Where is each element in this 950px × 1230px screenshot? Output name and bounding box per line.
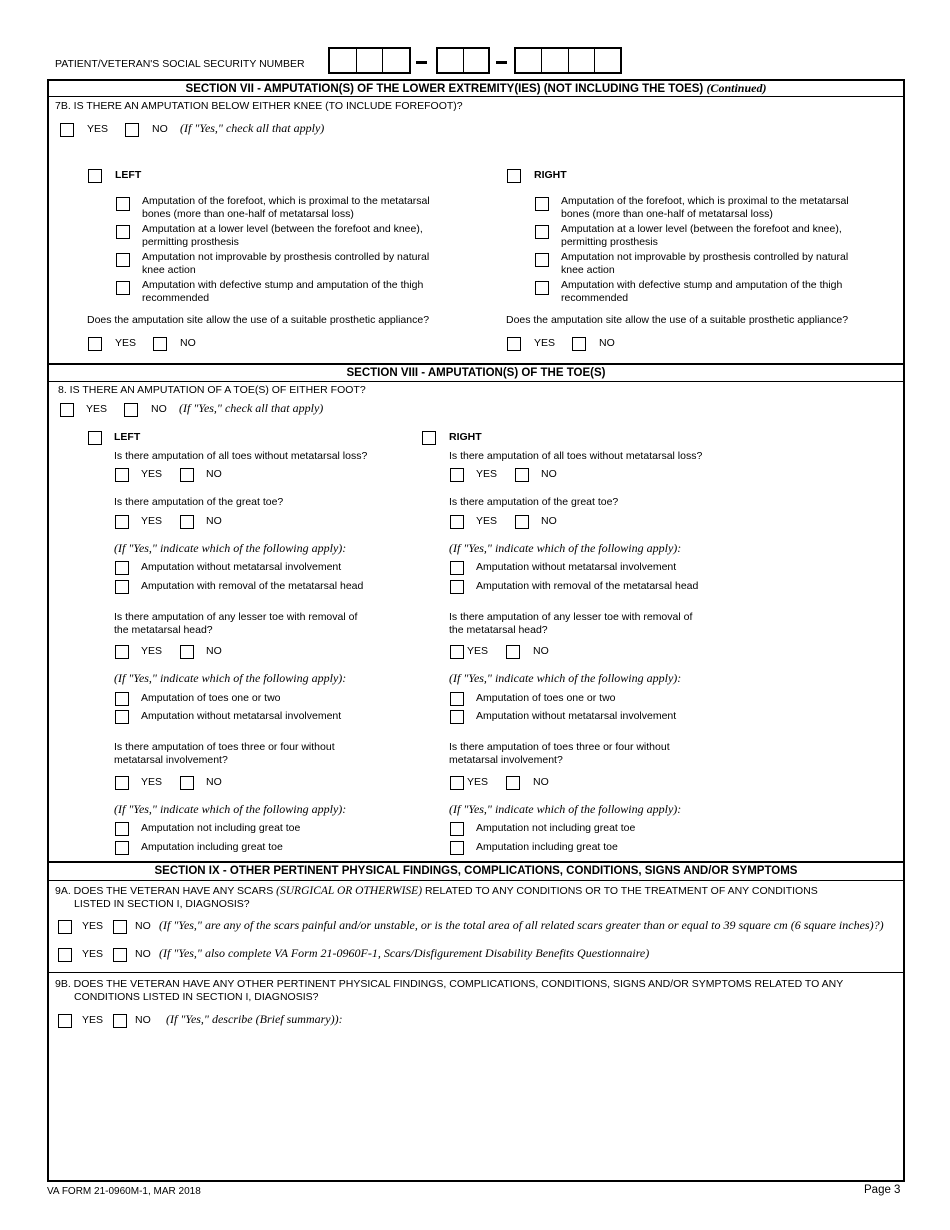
indicate-instruction: (If "Yes," indicate which of the following apply):	[449, 671, 682, 685]
indicate-instruction: (If "Yes," indicate which of the following apply):	[114, 671, 347, 685]
q8-left-label: LEFT	[114, 431, 141, 443]
q8-right-all-toes-no-checkbox[interactable]	[515, 468, 529, 482]
q8-left-toes-3-4-question: Is there amputation of toes three or four without metatarsal involvement?	[114, 741, 335, 766]
q8-yes-checkbox[interactable]	[60, 403, 74, 417]
q8-left-great-toe-question: Is there amputation of the great toe?	[114, 496, 284, 508]
q7b-right-label: RIGHT	[534, 169, 567, 181]
yes-label: YES	[141, 776, 163, 788]
q8-left-lt-opt2: Amputation without metatarsal involvement	[141, 710, 342, 722]
yes-label: YES	[467, 776, 489, 788]
q9a-form-instruction: (If "Yes," also complete VA Form 21-0960F-1, Scars/Disfigurement Disability Benefits Questionnaire)	[159, 946, 650, 960]
q8-right-lesser-no-checkbox[interactable]	[506, 645, 520, 659]
indicate-instruction: (If "Yes," indicate which of the following apply):	[449, 802, 682, 816]
no-label: NO	[206, 468, 222, 480]
q9a-yes-checkbox[interactable]	[58, 920, 72, 934]
no-label: NO	[541, 468, 557, 480]
q7b-left-opt4-checkbox[interactable]	[116, 281, 130, 295]
q8-left-lesser-no-checkbox[interactable]	[180, 645, 194, 659]
q8-right-toes-3-4-question: Is there amputation of toes three or four without metatarsal involvement?	[449, 741, 670, 766]
q7b-yes-checkbox[interactable]	[60, 123, 74, 137]
q8-left-lt-opt2-checkbox[interactable]	[115, 710, 129, 724]
q8-left-great-toe-no-checkbox[interactable]	[180, 515, 194, 529]
q9a-sub-no-checkbox[interactable]	[113, 948, 127, 962]
q7b-no-label: NO	[152, 123, 168, 135]
q8-right-lt-opt2: Amputation without metatarsal involvement	[476, 710, 677, 722]
no-label: NO	[206, 515, 222, 527]
q8-left-tf-opt1-checkbox[interactable]	[115, 822, 129, 836]
q8-left-great-toe-yes-checkbox[interactable]	[115, 515, 129, 529]
q8-left-gt-opt2: Amputation with removal of the metatarsal head	[141, 580, 364, 592]
q7b-left-opt1: Amputation of the forefoot, which is proximal to the metatarsal bones (more than one-half of metatarsal loss)	[142, 195, 430, 220]
ssn-dash	[496, 61, 507, 64]
question-7b: 7B. IS THERE AN AMPUTATION BELOW EITHER KNEE (TO INCLUDE FOREFOOT)?	[55, 100, 463, 112]
q8-right-gt-opt2: Amputation with removal of the metatarsal head	[476, 580, 699, 592]
ssn-field-serial[interactable]	[514, 47, 622, 74]
q7b-yes-label: YES	[87, 123, 109, 135]
q8-right-great-toe-question: Is there amputation of the great toe?	[449, 496, 619, 508]
divider	[48, 880, 904, 881]
q7b-right-prosthetic-no-checkbox[interactable]	[572, 337, 586, 351]
q7b-right-opt3: Amputation not improvable by prosthesis controlled by natural knee action	[561, 251, 849, 276]
yes-label: YES	[534, 337, 556, 349]
q7b-left-prosthetic-yes-checkbox[interactable]	[88, 337, 102, 351]
divider	[48, 381, 904, 382]
no-label: NO	[135, 948, 151, 960]
q8-right-tf-yes-checkbox[interactable]	[450, 776, 464, 790]
yes-label: YES	[115, 337, 137, 349]
q8-right-great-toe-yes-checkbox[interactable]	[450, 515, 464, 529]
q7b-right-opt1: Amputation of the forefoot, which is proximal to the metatarsal bones (more than one-half of metatarsal loss)	[561, 195, 849, 220]
yes-label: YES	[141, 515, 163, 527]
q9a-no-checkbox[interactable]	[113, 920, 127, 934]
q8-no-checkbox[interactable]	[124, 403, 138, 417]
q8-left-tf-no-checkbox[interactable]	[180, 776, 194, 790]
q7b-left-opt3-checkbox[interactable]	[116, 253, 130, 267]
q8-left-tf-yes-checkbox[interactable]	[115, 776, 129, 790]
q7b-left-opt1-checkbox[interactable]	[116, 197, 130, 211]
q9b-instruction: (If "Yes," describe (Brief summary)):	[166, 1012, 343, 1026]
no-label: NO	[206, 776, 222, 788]
ssn-dash	[416, 61, 427, 64]
q7b-left-label: LEFT	[115, 169, 142, 181]
q8-right-gt-opt1: Amputation without metatarsal involvement	[476, 561, 677, 573]
q8-right-great-toe-no-checkbox[interactable]	[515, 515, 529, 529]
indicate-instruction: (If "Yes," indicate which of the following apply):	[449, 541, 682, 555]
section-9-header: SECTION IX - OTHER PERTINENT PHYSICAL FINDINGS, COMPLICATIONS, CONDITIONS, SIGNS AND/OR SYMPTOMS	[154, 865, 798, 877]
divider	[48, 972, 904, 973]
q7b-right-checkbox[interactable]	[507, 169, 521, 183]
q8-left-all-toes-question: Is there amputation of all toes without metatarsal loss?	[114, 450, 368, 462]
indicate-instruction: (If "Yes," indicate which of the following apply):	[114, 541, 347, 555]
q8-right-tf-opt2: Amputation including great toe	[476, 841, 618, 853]
q8-right-tf-opt2-checkbox[interactable]	[450, 841, 464, 855]
no-label: NO	[599, 337, 615, 349]
q8-left-all-toes-yes-checkbox[interactable]	[115, 468, 129, 482]
yes-label: YES	[82, 948, 104, 960]
ssn-label: PATIENT/VETERAN'S SOCIAL SECURITY NUMBER	[55, 58, 305, 70]
q8-left-lesser-toe-question: Is there amputation of any lesser toe with removal of the metatarsal head?	[114, 611, 358, 636]
page-number: Page 3	[864, 1184, 901, 1196]
q8-right-tf-opt1-checkbox[interactable]	[450, 822, 464, 836]
q8-right-all-toes-question: Is there amputation of all toes without metatarsal loss?	[449, 450, 703, 462]
form-id: VA FORM 21-0960M-1, MAR 2018	[47, 1186, 201, 1197]
ssn-field-group[interactable]	[436, 47, 490, 74]
q8-yes-label: YES	[86, 403, 108, 415]
q8-right-lt-opt2-checkbox[interactable]	[450, 710, 464, 724]
q8-left-gt-opt1: Amputation without metatarsal involvement	[141, 561, 342, 573]
question-9a: 9A. DOES THE VETERAN HAVE ANY SCARS (SURGICAL OR OTHERWISE) RELATED TO ANY CONDITIONS OR TO THE TREATMENT OF ANY CONDITIONS LISTED IN SECTION I, DIAGNOSIS?	[55, 885, 818, 910]
q8-right-all-toes-yes-checkbox[interactable]	[450, 468, 464, 482]
q7b-left-prosthetic-question: Does the amputation site allow the use of a suitable prosthetic appliance?	[87, 314, 430, 326]
no-label: NO	[206, 645, 222, 657]
ssn-field-area[interactable]	[328, 47, 411, 74]
q8-left-tf-opt2-checkbox[interactable]	[115, 841, 129, 855]
q8-right-lt-opt1: Amputation of toes one or two	[476, 692, 616, 704]
q7b-left-opt3: Amputation not improvable by prosthesis controlled by natural knee action	[142, 251, 430, 276]
q7b-left-checkbox[interactable]	[88, 169, 102, 183]
no-label: NO	[135, 920, 151, 932]
question-9b: 9B. DOES THE VETERAN HAVE ANY OTHER PERTINENT PHYSICAL FINDINGS, COMPLICATIONS, CONDITIONS, SIGNS AND/OR SYMPTOMS RELATED TO ANY CONDITIONS LISTED IN SECTION I, DIAGNOSIS?	[55, 978, 844, 1003]
q7b-instruction: (If "Yes," check all that apply)	[180, 121, 325, 135]
q7b-right-opt3-checkbox[interactable]	[535, 253, 549, 267]
q8-instruction: (If "Yes," check all that apply)	[179, 401, 324, 415]
q8-right-checkbox[interactable]	[422, 431, 436, 445]
q8-right-tf-opt1: Amputation not including great toe	[476, 822, 636, 834]
q9a-scars-instruction: (If "Yes," are any of the scars painful and/or unstable, or is the total area of all related scars greater than or equal to 39 square cm (6 square inches)?)	[159, 918, 884, 932]
q8-right-lesser-toe-question: Is there amputation of any lesser toe with removal of the metatarsal head?	[449, 611, 693, 636]
no-label: NO	[541, 515, 557, 527]
q9a-sub-yes-checkbox[interactable]	[58, 948, 72, 962]
no-label: NO	[180, 337, 196, 349]
q8-right-lt-opt1-checkbox[interactable]	[450, 692, 464, 706]
q7b-right-opt4: Amputation with defective stump and amputation of the thigh recommended	[561, 279, 843, 304]
section-8-header: SECTION VIII - AMPUTATION(S) OF THE TOE(S)	[346, 367, 606, 379]
q8-left-lt-opt1: Amputation of toes one or two	[141, 692, 281, 704]
q7b-right-prosthetic-question: Does the amputation site allow the use of a suitable prosthetic appliance?	[506, 314, 849, 326]
no-label: NO	[533, 776, 549, 788]
q8-left-tf-opt2: Amputation including great toe	[141, 841, 283, 853]
yes-label: YES	[467, 645, 489, 657]
q9b-description-area[interactable]	[56, 1034, 896, 1174]
question-8: 8. IS THERE AN AMPUTATION OF A TOE(S) OF EITHER FOOT?	[58, 384, 366, 396]
q8-left-tf-opt1: Amputation not including great toe	[141, 822, 301, 834]
q8-right-gt-opt1-checkbox[interactable]	[450, 561, 464, 575]
q8-right-tf-no-checkbox[interactable]	[506, 776, 520, 790]
q7b-left-opt4: Amputation with defective stump and amputation of the thigh recommended	[142, 279, 424, 304]
q8-right-label: RIGHT	[449, 431, 482, 443]
q9b-no-checkbox[interactable]	[113, 1014, 127, 1028]
q8-left-checkbox[interactable]	[88, 431, 102, 445]
yes-label: YES	[476, 468, 498, 480]
q8-left-gt-opt1-checkbox[interactable]	[115, 561, 129, 575]
q8-left-lesser-yes-checkbox[interactable]	[115, 645, 129, 659]
yes-label: YES	[141, 468, 163, 480]
q8-right-lesser-yes-checkbox[interactable]	[450, 645, 464, 659]
no-label: NO	[533, 645, 549, 657]
q7b-right-opt2-checkbox[interactable]	[535, 225, 549, 239]
q8-left-lt-opt1-checkbox[interactable]	[115, 692, 129, 706]
q7b-left-prosthetic-no-checkbox[interactable]	[153, 337, 167, 351]
q7b-right-prosthetic-yes-checkbox[interactable]	[507, 337, 521, 351]
q7b-right-opt4-checkbox[interactable]	[535, 281, 549, 295]
yes-label: YES	[141, 645, 163, 657]
q8-right-gt-opt2-checkbox[interactable]	[450, 580, 464, 594]
no-label: NO	[135, 1014, 151, 1026]
q7b-no-checkbox[interactable]	[125, 123, 139, 137]
yes-label: YES	[476, 515, 498, 527]
q8-left-gt-opt2-checkbox[interactable]	[115, 580, 129, 594]
q7b-right-opt1-checkbox[interactable]	[535, 197, 549, 211]
yes-label: YES	[82, 1014, 104, 1026]
q9b-yes-checkbox[interactable]	[58, 1014, 72, 1028]
q7b-right-opt2: Amputation at a lower level (between the forefoot and knee), permitting prosthesis	[561, 223, 842, 248]
q8-no-label: NO	[151, 403, 167, 415]
q7b-left-opt2: Amputation at a lower level (between the forefoot and knee), permitting prosthesis	[142, 223, 423, 248]
indicate-instruction: (If "Yes," indicate which of the following apply):	[114, 802, 347, 816]
divider	[48, 96, 904, 97]
yes-label: YES	[82, 920, 104, 932]
q8-left-all-toes-no-checkbox[interactable]	[180, 468, 194, 482]
section-7-header: SECTION VII - AMPUTATION(S) OF THE LOWER EXTREMITY(IES) (NOT INCLUDING THE TOES) (Continued)	[185, 81, 767, 95]
q7b-left-opt2-checkbox[interactable]	[116, 225, 130, 239]
